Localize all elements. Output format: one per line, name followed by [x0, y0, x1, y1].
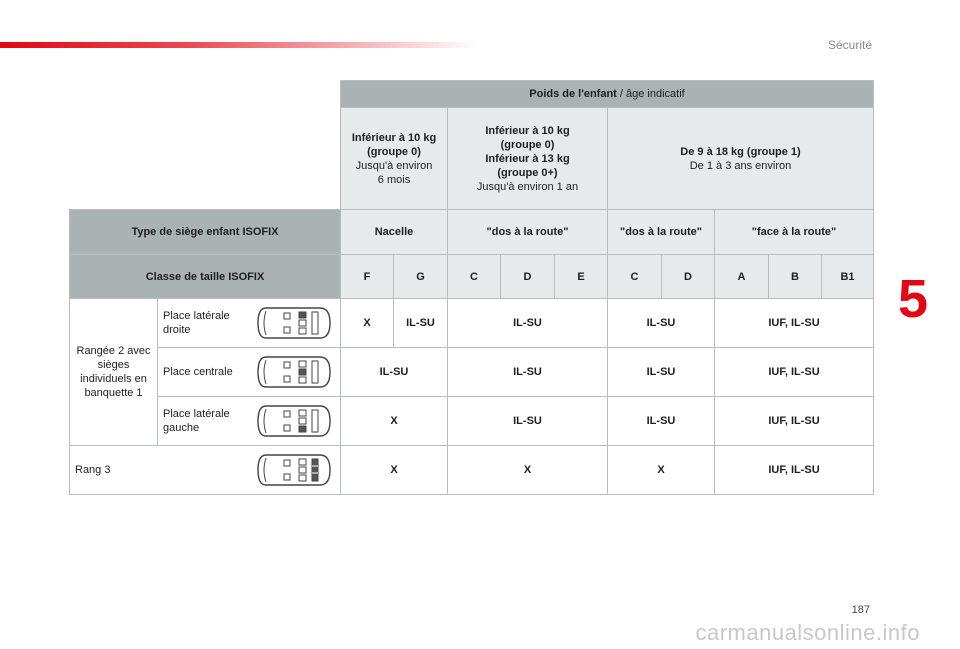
- size-class-d: D: [501, 255, 555, 299]
- row2-left-group1-rear: IL-SU: [608, 397, 715, 446]
- size-class-f: F: [341, 255, 394, 299]
- row3-group0: X: [341, 446, 448, 495]
- row2-center-group1-front: IUF, IL-SU: [715, 348, 874, 397]
- chapter-number: 5: [897, 269, 929, 329]
- row2-right-seat: [158, 299, 341, 348]
- row2-right-g: IL-SU: [394, 299, 448, 348]
- size-class-a: A: [715, 255, 769, 299]
- row2-center-group0plus: IL-SU: [448, 348, 608, 397]
- row3-group0plus: X: [448, 446, 608, 495]
- van-left-seat-icon: [254, 402, 334, 440]
- seat-type-nacelle: Nacelle: [341, 210, 448, 255]
- row2-center-group1-rear: IL-SU: [608, 348, 715, 397]
- group-0-header: Inférieur à 10 kg (groupe 0) Jusqu'à environ 6 mois: [341, 108, 448, 210]
- seat-type-rear-facing-2: "dos à la route": [608, 210, 715, 255]
- page-number: 187: [851, 604, 870, 616]
- size-class-c: C: [448, 255, 501, 299]
- row2-right-group0plus: IL-SU: [448, 299, 608, 348]
- row2-right-f: X: [341, 299, 394, 348]
- size-class-b1: B1: [822, 255, 874, 299]
- row2-label: Rangée 2 avec sièges individuels en banquette 1: [70, 299, 158, 446]
- seat-type-rear-facing-1: "dos à la route": [448, 210, 608, 255]
- van-right-seat-icon: [254, 304, 334, 342]
- row2-right-group1-rear: IL-SU: [608, 299, 715, 348]
- van-center-seat-icon: [254, 353, 334, 391]
- group-0plus-header: Inférieur à 10 kg (groupe 0) Inférieur à 13 kg (groupe 0+) Jusqu'à environ 1 an: [448, 108, 608, 210]
- row2-right-group1-front: IUF, IL-SU: [715, 299, 874, 348]
- watermark-text: carmanualsonline.info: [695, 620, 920, 645]
- weight-header: Poids de l'enfant / âge indicatif: [341, 81, 874, 108]
- seat-position-label: Place latérale droite: [163, 310, 230, 336]
- row2-left-group1-front: IUF, IL-SU: [715, 397, 874, 446]
- row3-group1-front: IUF, IL-SU: [715, 446, 874, 495]
- blank-corner: [70, 81, 341, 108]
- seat-position-label: Place latérale gauche: [163, 408, 230, 434]
- size-class-b: B: [769, 255, 822, 299]
- row3-label: Rang 3: [75, 464, 111, 476]
- row2-left-group0plus: IL-SU: [448, 397, 608, 446]
- top-accent-bar: [0, 42, 480, 48]
- seat-type-label: Type de siège enfant ISOFIX: [70, 210, 341, 255]
- size-class-c2: C: [608, 255, 662, 299]
- size-class-e: E: [555, 255, 608, 299]
- size-class-label: Classe de taille ISOFIX: [70, 255, 341, 299]
- row2-left-group0: X: [341, 397, 448, 446]
- group-1-header: De 9 à 18 kg (groupe 1) De 1 à 3 ans environ: [608, 108, 874, 210]
- size-class-g: G: [394, 255, 448, 299]
- row2-center-group0: IL-SU: [341, 348, 448, 397]
- size-class-d2: D: [662, 255, 715, 299]
- blank-corner-2: [70, 108, 341, 210]
- seat-position-label: Place centrale: [163, 366, 233, 378]
- isofix-table: [69, 80, 874, 495]
- seat-type-forward-facing: "face à la route": [715, 210, 874, 255]
- row3-cell: [70, 446, 341, 495]
- row2-left-seat: [158, 397, 341, 446]
- van-row3-icon: [254, 451, 334, 489]
- section-title: Sécurité: [827, 38, 872, 52]
- row2-center-seat: [158, 348, 341, 397]
- row3-group1-rear: X: [608, 446, 715, 495]
